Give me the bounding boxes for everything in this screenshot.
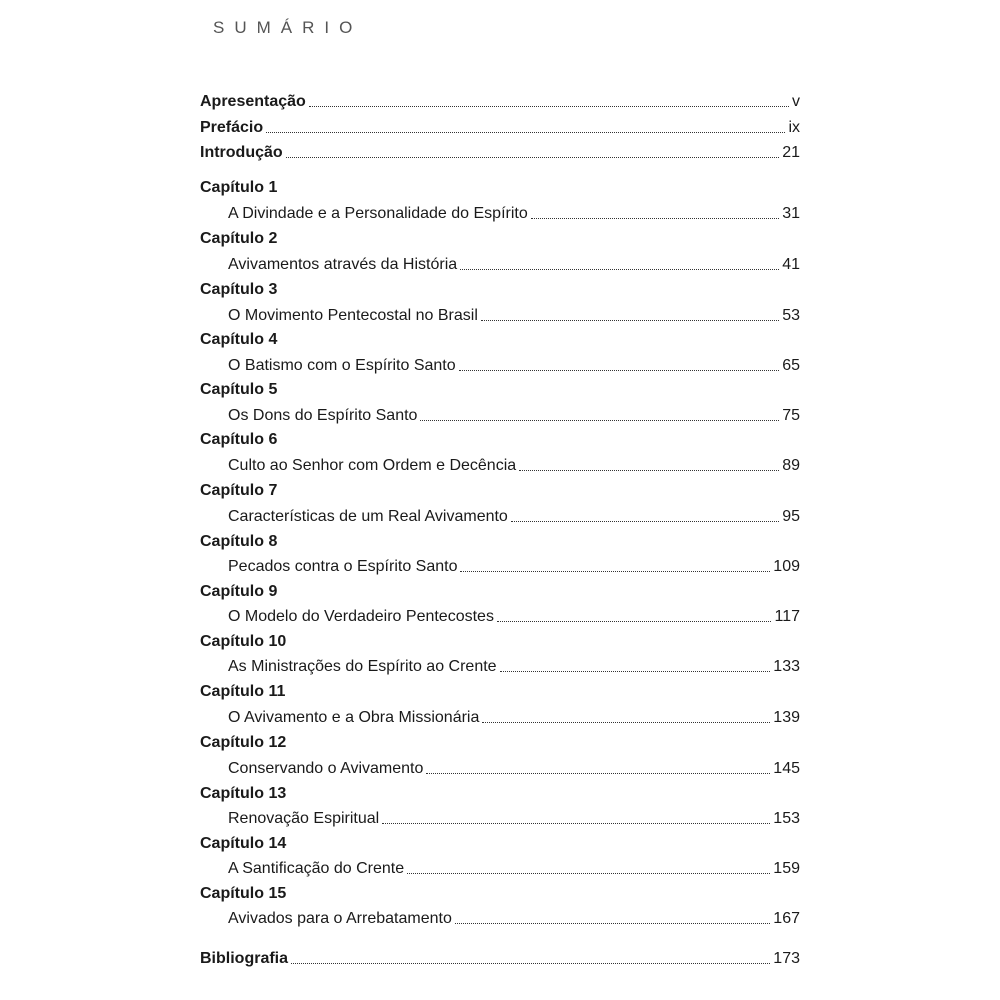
entry-page-number: 75 bbox=[782, 407, 800, 424]
entry-label: Os Dons do Espírito Santo bbox=[228, 407, 418, 424]
chapter-heading: Capítulo 7 bbox=[200, 482, 278, 499]
dot-leader bbox=[460, 269, 779, 270]
dot-leader bbox=[482, 722, 770, 723]
toc-entry-prefacio[interactable] bbox=[200, 114, 800, 138]
entry-label: O Batismo com o Espírito Santo bbox=[228, 357, 456, 374]
entry-label: Introdução bbox=[200, 144, 283, 161]
entry-label: A Divindade e a Personalidade do Espírito bbox=[228, 205, 528, 222]
dot-leader bbox=[511, 521, 779, 522]
dot-leader bbox=[309, 106, 789, 107]
dot-leader bbox=[481, 320, 779, 321]
toc-entry-chapter-14[interactable] bbox=[228, 855, 800, 879]
toc-entry-chapter-8[interactable] bbox=[228, 553, 800, 577]
entry-page-number: 173 bbox=[773, 950, 800, 967]
dot-leader bbox=[407, 873, 770, 874]
entry-page-number: 117 bbox=[774, 608, 800, 625]
toc-entry-chapter-7[interactable] bbox=[228, 503, 800, 527]
chapter-heading: Capítulo 12 bbox=[200, 734, 287, 751]
toc-entry-bibliografia[interactable] bbox=[200, 945, 800, 969]
dot-leader bbox=[460, 571, 770, 572]
toc-entry-chapter-11[interactable] bbox=[228, 704, 800, 728]
chapter-heading: Capítulo 13 bbox=[200, 785, 287, 802]
entry-label: A Santificação do Crente bbox=[228, 860, 405, 877]
toc-entry-chapter-10[interactable] bbox=[228, 653, 800, 677]
entry-page-number: ix bbox=[788, 119, 800, 136]
entry-page-number: 95 bbox=[782, 508, 800, 525]
dot-leader bbox=[519, 470, 779, 471]
dot-leader bbox=[426, 773, 770, 774]
entry-label: Renovação Espiritual bbox=[228, 810, 380, 827]
dot-leader bbox=[291, 963, 770, 964]
toc-entry-chapter-1[interactable] bbox=[228, 200, 800, 224]
page-title: SUMÁRIO bbox=[213, 18, 363, 37]
entry-label: Características de um Real Avivamento bbox=[228, 508, 508, 525]
entry-page-number: 167 bbox=[773, 910, 800, 927]
dot-leader bbox=[382, 823, 770, 824]
entry-label: As Ministrações do Espírito ao Crente bbox=[228, 658, 497, 675]
entry-label: Conservando o Avivamento bbox=[228, 760, 424, 777]
dot-leader bbox=[420, 420, 779, 421]
chapter-heading: Capítulo 9 bbox=[200, 583, 278, 600]
entry-page-number: 159 bbox=[773, 860, 800, 877]
chapter-heading: Capítulo 11 bbox=[200, 683, 286, 700]
chapter-heading: Capítulo 1 bbox=[200, 179, 278, 196]
entry-page-number: 65 bbox=[782, 357, 800, 374]
chapter-heading: Capítulo 6 bbox=[200, 431, 278, 448]
chapter-heading: Capítulo 14 bbox=[200, 835, 287, 852]
dot-leader bbox=[497, 621, 772, 622]
entry-page-number: 153 bbox=[773, 810, 800, 827]
dot-leader bbox=[455, 923, 770, 924]
toc-entry-chapter-5[interactable] bbox=[228, 402, 800, 426]
chapter-heading: Capítulo 4 bbox=[200, 331, 278, 348]
entry-label: O Movimento Pentecostal no Brasil bbox=[228, 307, 478, 324]
entry-label: Pecados contra o Espírito Santo bbox=[228, 558, 458, 575]
toc-entry-chapter-3[interactable] bbox=[228, 302, 800, 326]
toc-entry-chapter-4[interactable] bbox=[228, 352, 800, 376]
chapter-heading: Capítulo 2 bbox=[200, 230, 278, 247]
entry-page-number: 21 bbox=[782, 144, 800, 161]
entry-label: Bibliografia bbox=[200, 950, 289, 967]
entry-page-number: 133 bbox=[773, 658, 800, 675]
chapter-heading: Capítulo 10 bbox=[200, 633, 287, 650]
entry-label: Prefácio bbox=[200, 119, 264, 136]
toc-entry-chapter-12[interactable] bbox=[228, 755, 800, 779]
entry-page-number: 31 bbox=[782, 205, 800, 222]
chapter-heading: Capítulo 3 bbox=[200, 281, 278, 298]
dot-leader bbox=[286, 157, 780, 158]
dot-leader bbox=[531, 218, 779, 219]
entry-page-number: 145 bbox=[773, 760, 800, 777]
entry-page-number: 53 bbox=[782, 307, 800, 324]
entry-page-number: 109 bbox=[773, 558, 800, 575]
toc-entry-chapter-15[interactable] bbox=[228, 905, 800, 929]
toc-entry-apresentacao[interactable] bbox=[200, 88, 800, 112]
chapter-heading: Capítulo 5 bbox=[200, 381, 278, 398]
entry-label: Avivados para o Arrebatamento bbox=[228, 910, 452, 927]
entry-page-number: 89 bbox=[782, 457, 800, 474]
toc-entry-chapter-13[interactable] bbox=[228, 805, 800, 829]
entry-label: Culto ao Senhor com Ordem e Decência bbox=[228, 457, 517, 474]
entry-label: O Modelo do Verdadeiro Pentecostes bbox=[228, 608, 494, 625]
entry-label: O Avivamento e a Obra Missionária bbox=[228, 709, 480, 726]
dot-leader bbox=[459, 370, 780, 371]
toc-entry-chapter-2[interactable] bbox=[228, 251, 800, 275]
entry-page-number: 41 bbox=[782, 256, 800, 273]
entry-page-number: 139 bbox=[773, 709, 800, 726]
entry-page-number: v bbox=[792, 93, 800, 110]
toc-entry-chapter-6[interactable] bbox=[228, 452, 800, 476]
entry-label: Apresentação bbox=[200, 93, 306, 110]
toc-entry-chapter-9[interactable] bbox=[228, 603, 800, 627]
entry-label: Avivamentos através da História bbox=[228, 256, 458, 273]
dot-leader bbox=[500, 671, 771, 672]
chapter-heading: Capítulo 15 bbox=[200, 885, 287, 902]
dot-leader bbox=[266, 132, 785, 133]
toc-entry-introducao[interactable] bbox=[200, 139, 800, 163]
chapter-heading: Capítulo 8 bbox=[200, 533, 278, 550]
